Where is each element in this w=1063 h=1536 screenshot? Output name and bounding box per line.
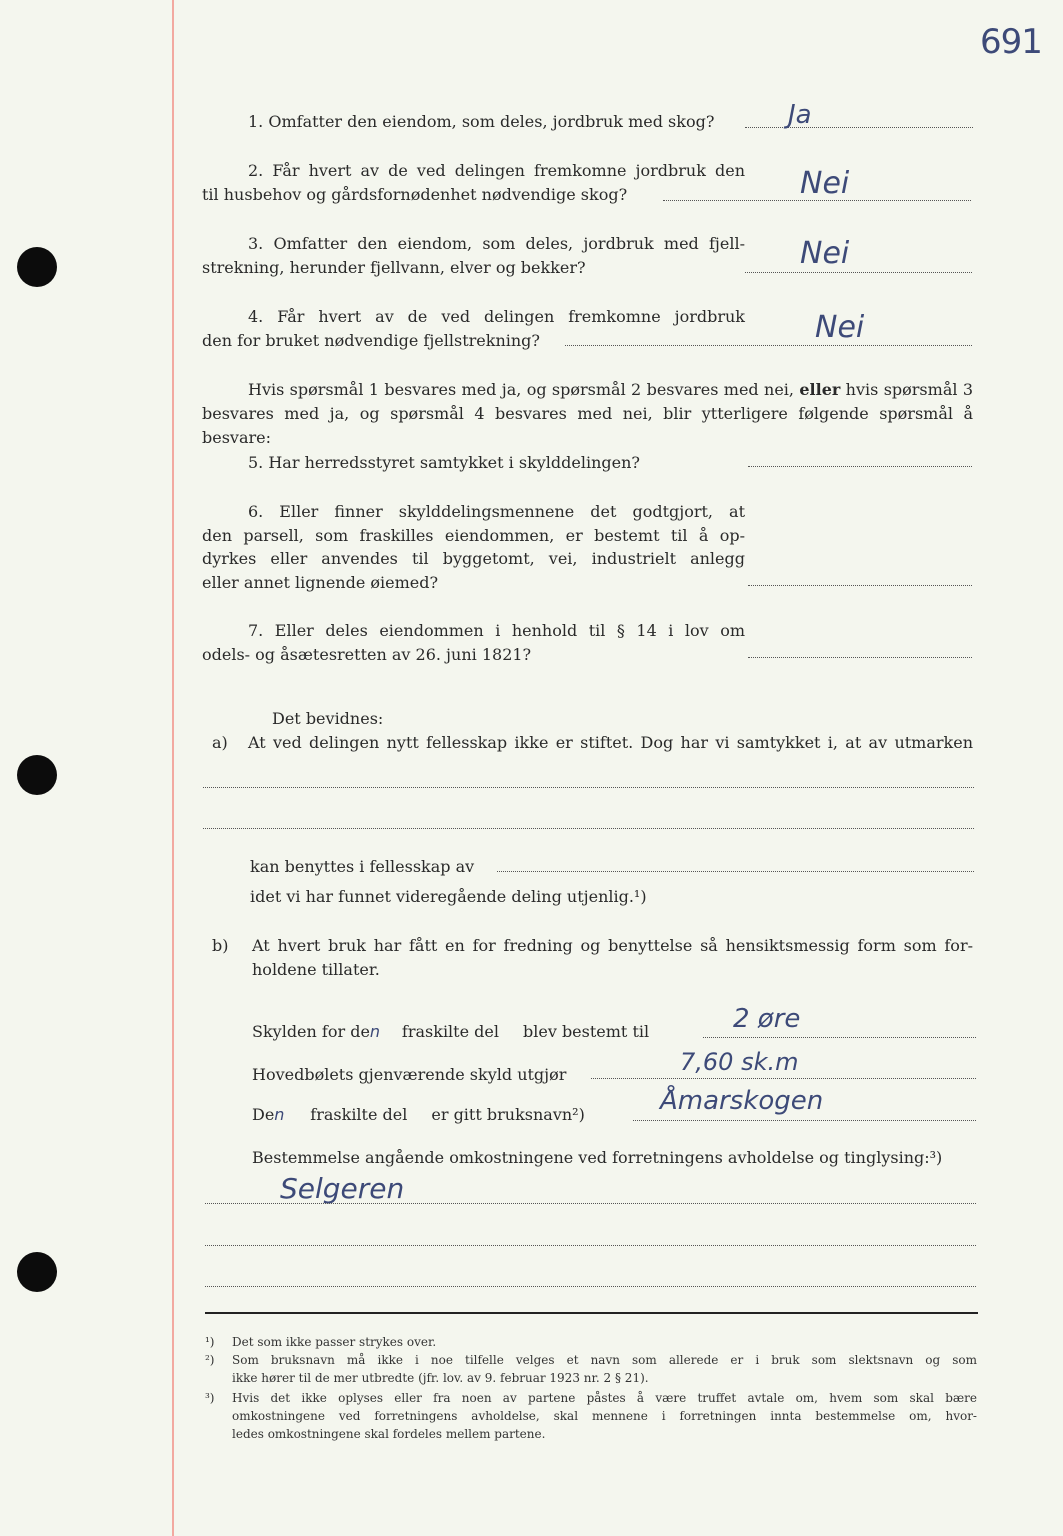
question-4-line-1: 4. Får hvert av de ved delingen fremkomne jordbruk	[248, 307, 745, 326]
footnote-3-line-1: Hvis det ikke oplyses eller fra noen av partene påstes å være truffet avtale om, hvem som skal bære	[232, 1391, 977, 1405]
footnote-3-line-3: ledes omkostningene skal fordeles mellem partene.	[232, 1427, 546, 1441]
punch-hole	[17, 755, 57, 795]
question-7-line-1: 7. Eller deles eiendommen i henhold til § 14 i lov om	[248, 621, 745, 640]
answer-line-5	[748, 466, 972, 467]
hoved-line	[591, 1078, 976, 1079]
footnote-2-line-2: ikke hører til de mer utbredte (jfr. lov. av 9. februar 1923 nr. 2 § 21).	[232, 1371, 649, 1385]
hoved-label: Hovedbølets gjenværende skyld utgjør	[252, 1065, 567, 1084]
footnote-2-marker: ²)	[205, 1353, 215, 1367]
footnote-rule	[205, 1312, 978, 1314]
answer-4-handwritten: Nei	[815, 310, 865, 345]
navn-value-handwritten: Åmarskogen	[660, 1086, 824, 1116]
answer-line-6	[748, 585, 972, 586]
footnote-2-line-1: Som bruksnavn må ikke i noe tilfelle velges et navn som allerede er i bruk som slektsnavn og som	[232, 1353, 977, 1367]
item-a-line-3: idet vi har funnet videregående deling utjenlig.¹)	[250, 887, 647, 906]
item-b-line-1: At hvert bruk har fått en for fredning og benyttelse så hensiktsmessig form som for-	[252, 936, 973, 955]
answer-line-4	[565, 345, 972, 346]
answer-3-handwritten: Nei	[800, 236, 850, 271]
attest-heading: Det bevidnes:	[272, 709, 384, 728]
footnote-3-marker: ³)	[205, 1391, 215, 1405]
skyld-line	[703, 1037, 976, 1038]
blank-line-a3	[497, 871, 974, 872]
page-number: 691	[980, 22, 1042, 62]
omk-line-3	[205, 1286, 976, 1287]
punch-hole	[17, 247, 57, 287]
item-a-text: At ved delingen nytt fellesskap ikke er stiftet. Dog har vi samtykket i, at av utmarken	[248, 733, 973, 752]
question-6-line-3: dyrkes eller anvendes til byggetomt, vei, industrielt anlegg	[202, 549, 745, 568]
answer-1-handwritten: Ja	[788, 100, 812, 130]
item-b-line-2: holdene tillater.	[252, 960, 380, 979]
answer-line-3	[745, 272, 972, 273]
item-b-label: b)	[212, 936, 229, 955]
question-3-line-2: strekning, herunder fjellvann, elver og bekker?	[202, 258, 586, 277]
question-5: 5. Har herredsstyret samtykket i skylddelingen?	[248, 453, 640, 472]
question-6-line-2: den parsell, som fraskilles eiendommen, er bestemt til å op-	[202, 526, 745, 545]
navn-line	[633, 1120, 976, 1121]
navn-label: Den fraskilte del er gitt bruksnavn²)	[252, 1105, 585, 1124]
hoved-value-handwritten: 7,60 sk.m	[680, 1048, 799, 1076]
footnote-1: ¹) Det som ikke passer strykes over.	[205, 1335, 437, 1349]
blank-line-a2	[203, 828, 974, 829]
question-4-line-2: den for bruket nødvendige fjellstrekning?	[202, 331, 540, 350]
blank-line-a1	[203, 787, 974, 788]
question-7-line-2: odels- og åsætesretten av 26. juni 1821?	[202, 645, 532, 664]
answer-2-handwritten: Nei	[800, 166, 850, 201]
question-2-line-2: til husbehov og gårdsfornødenhet nødvendige skog?	[202, 185, 628, 204]
skyld-value-handwritten: 2 øre	[733, 1004, 801, 1034]
question-6-line-1: 6. Eller finner skylddelingsmennene det godtgjort, at	[248, 502, 745, 521]
footnote-3-line-2: omkostningene ved forretningens avholdelse, skal mennene i forretningen innta bestemmelse om, hvor-	[232, 1409, 977, 1423]
question-6-line-4: eller annet lignende øiemed?	[202, 573, 439, 592]
item-a-label: a)	[212, 733, 228, 752]
omk-label: Bestemmelse angående omkostningene ved forretningens avholdelse og tinglysing:³)	[252, 1148, 943, 1167]
conditional-line-2: besvares med ja, og spørsmål 4 besvares med nei, blir ytterligere følgende spørsmål å besvare:	[202, 404, 973, 447]
omk-value-handwritten: Selgeren	[280, 1172, 405, 1205]
punch-hole	[17, 1252, 57, 1292]
question-2-line-1: 2. Får hvert av de ved delingen fremkomne jordbruk den	[248, 161, 745, 180]
answer-line-7	[748, 657, 972, 658]
answer-line-1	[745, 127, 973, 128]
conditional-line-1: Hvis spørsmål 1 besvares med ja, og spørsmål 2 besvares med nei, eller hvis spørsmål 3	[248, 380, 974, 399]
question-3-line-1: 3. Omfatter den eiendom, som deles, jordbruk med fjell-	[248, 234, 745, 253]
item-a-line-2: kan benyttes i fellesskap av	[250, 857, 475, 876]
omk-line-1	[205, 1203, 976, 1204]
red-margin-line	[172, 0, 174, 1536]
question-1: 1. Omfatter den eiendom, som deles, jordbruk med skog?	[248, 112, 715, 131]
skyld-label: Skylden for den fraskilte del blev bestemt til	[252, 1022, 650, 1041]
omk-line-2	[205, 1245, 976, 1246]
